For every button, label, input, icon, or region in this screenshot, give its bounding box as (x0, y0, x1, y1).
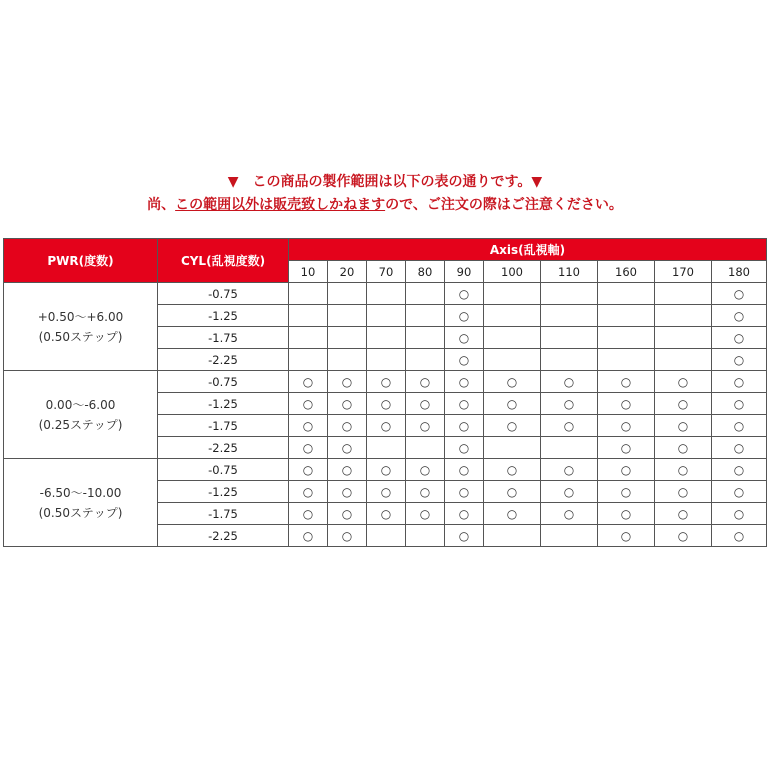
notice-line-1: ▼ この商品の製作範囲は以下の表の通りです。▼ (227, 174, 543, 190)
available-mark: ○ (445, 327, 484, 349)
available-mark: ○ (445, 503, 484, 525)
pwr-range: +0.50～+6.00 (37, 309, 124, 324)
available-mark: ○ (484, 371, 541, 393)
available-mark: ○ (445, 481, 484, 503)
available-mark: ○ (367, 481, 406, 503)
available-mark: ○ (712, 393, 767, 415)
axis-value-90: 90 (445, 261, 484, 283)
available-mark: ○ (598, 481, 655, 503)
cyl-cell: -0.75 (158, 459, 289, 481)
available-mark: ○ (328, 481, 367, 503)
available-mark: ○ (367, 371, 406, 393)
available-mark: ○ (445, 371, 484, 393)
available-mark: ○ (445, 305, 484, 327)
header-axis: Axis(乱視軸) (289, 239, 767, 261)
empty-cell (289, 349, 328, 371)
empty-cell (655, 327, 712, 349)
cyl-cell: -0.75 (158, 283, 289, 305)
empty-cell (484, 305, 541, 327)
empty-cell (406, 305, 445, 327)
empty-cell (598, 305, 655, 327)
available-mark: ○ (598, 371, 655, 393)
cyl-cell: -1.75 (158, 503, 289, 525)
header-cyl: CYL(乱視度数) (158, 239, 289, 283)
empty-cell (655, 305, 712, 327)
available-mark: ○ (328, 415, 367, 437)
axis-value-20: 20 (328, 261, 367, 283)
empty-cell (328, 305, 367, 327)
available-mark: ○ (541, 503, 598, 525)
available-mark: ○ (712, 459, 767, 481)
empty-cell (541, 283, 598, 305)
available-mark: ○ (712, 371, 767, 393)
available-mark: ○ (445, 283, 484, 305)
available-mark: ○ (712, 305, 767, 327)
empty-cell (289, 283, 328, 305)
header-pwr: PWR(度数) (4, 239, 158, 283)
empty-cell (655, 283, 712, 305)
table-row (4, 283, 767, 305)
empty-cell (541, 349, 598, 371)
available-mark: ○ (328, 393, 367, 415)
available-mark: ○ (712, 327, 767, 349)
available-mark: ○ (484, 393, 541, 415)
cyl-cell: -2.25 (158, 437, 289, 459)
empty-cell (367, 525, 406, 547)
empty-cell (367, 349, 406, 371)
available-mark: ○ (445, 437, 484, 459)
table-row (4, 459, 767, 481)
available-mark: ○ (289, 371, 328, 393)
available-mark: ○ (484, 459, 541, 481)
available-mark: ○ (655, 459, 712, 481)
empty-cell (541, 437, 598, 459)
notice-prefix: 尚、 (147, 197, 176, 213)
pwr-cell (4, 283, 158, 371)
available-mark: ○ (367, 503, 406, 525)
available-mark: ○ (445, 349, 484, 371)
available-mark: ○ (406, 393, 445, 415)
empty-cell (655, 349, 712, 371)
available-mark: ○ (598, 415, 655, 437)
empty-cell (406, 327, 445, 349)
pwr-cell (4, 459, 158, 547)
available-mark: ○ (484, 481, 541, 503)
axis-value-70: 70 (367, 261, 406, 283)
available-mark: ○ (541, 371, 598, 393)
notice-underlined: この範囲以外は販売致しかねます (175, 197, 386, 213)
empty-cell (328, 283, 367, 305)
cyl-cell: -0.75 (158, 371, 289, 393)
empty-cell (406, 525, 445, 547)
notice-suffix: ので、ご注文の際はご注意ください。 (385, 197, 623, 213)
empty-cell (367, 305, 406, 327)
available-mark: ○ (598, 503, 655, 525)
axis-value-10: 10 (289, 261, 328, 283)
available-mark: ○ (712, 349, 767, 371)
available-mark: ○ (328, 503, 367, 525)
available-mark: ○ (406, 459, 445, 481)
available-mark: ○ (655, 525, 712, 547)
cyl-cell: -1.25 (158, 481, 289, 503)
available-mark: ○ (289, 503, 328, 525)
available-mark: ○ (289, 415, 328, 437)
available-mark: ○ (328, 437, 367, 459)
notice-line-2 (0, 195, 770, 215)
available-mark: ○ (541, 459, 598, 481)
empty-cell (541, 305, 598, 327)
available-mark: ○ (541, 393, 598, 415)
available-mark: ○ (541, 415, 598, 437)
available-mark: ○ (712, 525, 767, 547)
available-mark: ○ (289, 437, 328, 459)
production-range-table (3, 238, 767, 547)
empty-cell (367, 327, 406, 349)
available-mark: ○ (598, 437, 655, 459)
available-mark: ○ (328, 459, 367, 481)
available-mark: ○ (655, 437, 712, 459)
available-mark: ○ (655, 503, 712, 525)
empty-cell (541, 327, 598, 349)
empty-cell (328, 327, 367, 349)
available-mark: ○ (328, 525, 367, 547)
available-mark: ○ (289, 393, 328, 415)
empty-cell (598, 283, 655, 305)
available-mark: ○ (289, 525, 328, 547)
axis-value-110: 110 (541, 261, 598, 283)
available-mark: ○ (445, 525, 484, 547)
available-mark: ○ (328, 371, 367, 393)
available-mark: ○ (655, 371, 712, 393)
cyl-cell: -1.25 (158, 393, 289, 415)
available-mark: ○ (367, 393, 406, 415)
pwr-step: (0.25ステップ) (38, 417, 123, 432)
pwr-step: (0.50ステップ) (38, 329, 123, 344)
available-mark: ○ (712, 415, 767, 437)
pwr-range: -6.50～-10.00 (39, 485, 122, 500)
cyl-cell: -1.75 (158, 415, 289, 437)
empty-cell (484, 349, 541, 371)
empty-cell (406, 349, 445, 371)
available-mark: ○ (484, 415, 541, 437)
empty-cell (484, 525, 541, 547)
available-mark: ○ (655, 415, 712, 437)
available-mark: ○ (598, 525, 655, 547)
available-mark: ○ (406, 503, 445, 525)
available-mark: ○ (712, 503, 767, 525)
available-mark: ○ (712, 481, 767, 503)
cyl-cell: -1.25 (158, 305, 289, 327)
pwr-cell (4, 371, 158, 459)
available-mark: ○ (445, 415, 484, 437)
empty-cell (484, 283, 541, 305)
axis-value-80: 80 (406, 261, 445, 283)
table-row (4, 371, 767, 393)
available-mark: ○ (712, 437, 767, 459)
available-mark: ○ (367, 415, 406, 437)
empty-cell (289, 327, 328, 349)
available-mark: ○ (655, 481, 712, 503)
available-mark: ○ (406, 481, 445, 503)
available-mark: ○ (445, 393, 484, 415)
available-mark: ○ (406, 371, 445, 393)
available-mark: ○ (406, 415, 445, 437)
pwr-step: (0.50ステップ) (38, 505, 123, 520)
empty-cell (484, 437, 541, 459)
empty-cell (367, 437, 406, 459)
table-body (4, 283, 767, 547)
cyl-cell: -2.25 (158, 349, 289, 371)
available-mark: ○ (289, 459, 328, 481)
empty-cell (406, 283, 445, 305)
empty-cell (328, 349, 367, 371)
pwr-range: 0.00～-6.00 (45, 397, 116, 412)
axis-value-100: 100 (484, 261, 541, 283)
cyl-cell: -2.25 (158, 525, 289, 547)
cyl-cell: -1.75 (158, 327, 289, 349)
empty-cell (598, 327, 655, 349)
empty-cell (406, 437, 445, 459)
available-mark: ○ (712, 283, 767, 305)
available-mark: ○ (367, 459, 406, 481)
empty-cell (289, 305, 328, 327)
available-mark: ○ (598, 459, 655, 481)
axis-value-170: 170 (655, 261, 712, 283)
empty-cell (484, 327, 541, 349)
available-mark: ○ (289, 481, 328, 503)
axis-value-180: 180 (712, 261, 767, 283)
axis-value-160: 160 (598, 261, 655, 283)
empty-cell (541, 525, 598, 547)
empty-cell (598, 349, 655, 371)
available-mark: ○ (655, 393, 712, 415)
available-mark: ○ (541, 481, 598, 503)
available-mark: ○ (445, 459, 484, 481)
available-mark: ○ (598, 393, 655, 415)
empty-cell (367, 283, 406, 305)
available-mark: ○ (484, 503, 541, 525)
